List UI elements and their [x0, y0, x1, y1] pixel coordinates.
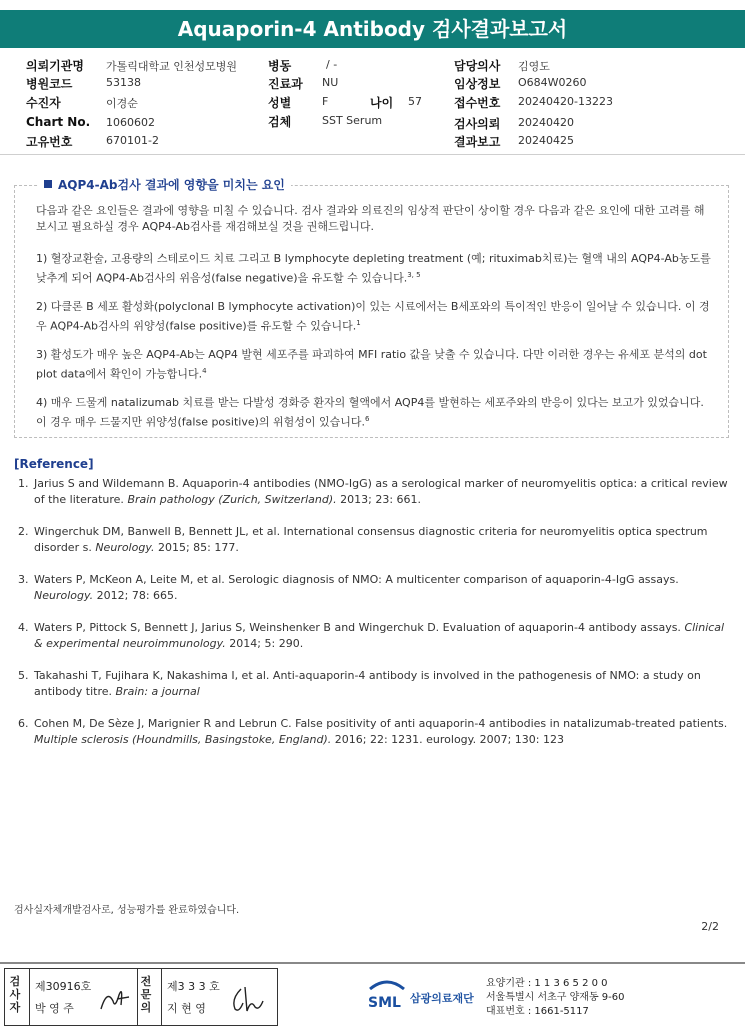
specimen-label: 검체: [268, 115, 292, 129]
report-title: Aquaporin-4 Antibody 검사결과보고서: [0, 10, 745, 48]
factor-item-3-ref: 4: [202, 367, 207, 375]
age-value: 57: [408, 95, 422, 108]
reference-item: [18, 572, 730, 604]
reference-text: [18, 476, 730, 508]
dept-value: NU: [322, 76, 339, 89]
reference-number: 6.: [18, 717, 29, 730]
reference-citation: 2016; 22: 1231. eurology. 2007; 130: 123: [334, 733, 564, 746]
factors-heading-text: AQP4-Ab검사 결과에 영향을 미치는 요인: [58, 178, 285, 192]
examiner-label-text: 검사자: [9, 975, 21, 1014]
request-label: 검사의뢰: [454, 117, 501, 131]
lab-name: 삼광의료재단: [410, 992, 474, 1005]
lab-info: [486, 977, 625, 1019]
reference-journal: Brain pathology (Zurich, Switzerland).: [127, 493, 337, 506]
reference-authors-title: Wingerchuk DM, Banwell B, Bennett JL, et al. International consensus diagnostic criteria for neuromyelitis optica spectrum disorder s.: [34, 525, 708, 554]
reference-citation: 2013; 23: 661.: [340, 493, 422, 506]
specialist-number: 제3 3 3 호: [167, 980, 220, 993]
reference-authors-title: Waters P, McKeon A, Leite M, et al. Serologic diagnosis of NMO: A multicenter comparison of aquaporin-4-IgG assays.: [34, 573, 679, 586]
reference-journal: Multiple sclerosis (Houndmills, Basingstoke, England).: [34, 733, 332, 746]
reference-item: [18, 476, 730, 508]
factor-item-4-text: 4) 매우 드물게 natalizumab 치료를 받는 다발성 경화증 환자의 혈액에서 AQP4를 발현하는 세포주와의 반응이 있다는 보고가 있었습니다. 이 경우 매우 드물지만 위양성(false positive)의 위험성이 있습니다.: [36, 396, 704, 429]
reference-authors-title: Jarius S and Wildemann B. Aquaporin-4 antibodies (NMO-IgG) as a serological marker of neuromyelitis optica: a critical review of the literature.: [34, 477, 728, 506]
lab-logo: [366, 975, 474, 1015]
lab-phone: 대표번호 : 1661-5117: [486, 1006, 589, 1017]
reference-text: [18, 620, 730, 652]
square-bullet-icon: [44, 180, 52, 188]
factor-item-1-ref: 3, 5: [407, 271, 421, 279]
unique-label: 고유번호: [26, 135, 73, 149]
accession-label: 접수번호: [454, 96, 501, 110]
specimen-value: SST Serum: [322, 114, 383, 127]
examiner-number: 제30916호: [35, 980, 92, 993]
factor-item-2: [36, 299, 716, 335]
divider: [0, 154, 745, 155]
reference-number: 4.: [18, 621, 29, 634]
clinical-label: 임상정보: [454, 77, 501, 91]
reference-citation: 2014; 5: 290.: [229, 637, 304, 650]
reference-heading: [Reference]: [14, 457, 94, 471]
factor-item-1: [36, 251, 716, 287]
request-value: 20240420: [518, 116, 574, 129]
specialist-label-text: 전문의: [140, 975, 152, 1014]
accession-value: 20240420-13223: [518, 95, 613, 108]
reference-number: 3.: [18, 573, 29, 586]
recipient-value: 이경순: [106, 97, 138, 110]
hospital-value: 가톨릭대학교 인천성모병원: [106, 60, 238, 73]
reference-number: 2.: [18, 525, 29, 538]
doctor-label: 담당의사: [454, 59, 501, 73]
reference-journal: Clinical & experimental neuroimmunology.: [34, 621, 725, 650]
unique-value: 670101-2: [106, 134, 159, 147]
code-value: 53138: [106, 76, 141, 89]
reference-authors-title: Takahashi T, Fujihara K, Nakashima I, et al. Anti-aquaporin-4 antibody is involved in the pathogenesis of NMO: a study on antibody titre.: [34, 669, 701, 698]
reference-text: [18, 668, 730, 700]
recipient-label: 수진자: [26, 96, 61, 110]
lab-address: 서울특별시 서초구 양재동 9-60: [486, 992, 625, 1003]
report-label: 결과보고: [454, 135, 501, 149]
reference-citation: 2012; 78: 665.: [96, 589, 178, 602]
reference-item: [18, 620, 730, 652]
code-label: 병원코드: [26, 77, 73, 91]
reference-journal: Neurology.: [95, 541, 155, 554]
doctor-value: 김영도: [518, 60, 550, 73]
page-number: 2/2: [701, 920, 719, 933]
chart-label: Chart No.: [26, 115, 91, 129]
reference-authors-title: Waters P, Pittock S, Bennett J, Jarius S, Weinshenker B and Wingerchuk D. Evaluation of aquaporin-4 antibody assays.: [34, 621, 681, 634]
sex-value: F: [322, 95, 329, 108]
reference-text: [18, 716, 730, 748]
reference-number: 1.: [18, 477, 29, 490]
sml-logo-icon: [366, 975, 408, 1011]
reference-journal: Brain: a journal: [115, 685, 200, 698]
factor-item-1-text: 1) 혈장교환술, 고용량의 스테로이드 치료 그리고 B lymphocyte depleting treatment (예; rituximab치료)는 혈액 내의 AQP4-Ab농도를 낮추게 되어 AQP4-Ab검사의 위음성(false negative)을 유도할 수 있습니다.: [36, 252, 711, 285]
factors-intro: 다음과 같은 요인들은 결과에 영향을 미칠 수 있습니다. 검사 결과와 의료진의 임상적 판단이 상이할 경우 다음과 같은 요인에 대한 고려를 해 보시고 필요하실 경우 AQP4-Ab검사를 재검해보실 것을 권해드립니다.: [36, 204, 705, 233]
reference-item: [18, 668, 730, 700]
reference-item: [18, 716, 730, 748]
reference-number: 5.: [18, 669, 29, 682]
specialist-label: [140, 975, 158, 1014]
specialist-name: 지 현 영: [167, 1002, 206, 1015]
sex-label: 성별: [268, 96, 292, 110]
specialist-signature: [227, 981, 267, 1015]
examiner-name: 박 영 주: [35, 1002, 74, 1015]
factor-item-2-text: 2) 다클론 B 세포 활성화(polyclonal B lymphocyte activation)이 있는 시료에서는 B세포와의 특이적인 반응이 일어날 수 있습니다. 이 경우 AQP4-Ab검사의 위양성(false positive)를 유도할 수 있습니다.: [36, 300, 710, 333]
factors-heading: [38, 176, 291, 193]
report-value: 20240425: [518, 134, 574, 147]
ward-label: 병동: [268, 59, 292, 73]
lab-code: 요양기관 : 1 1 3 6 5 2 0 0: [486, 978, 608, 989]
reference-authors-title: Cohen M, De Sèze J, Marignier R and Lebrun C. False positivity of anti aquaporin-4 antibodies in natalizumab-treated patients.: [34, 717, 728, 730]
validation-note: 검사실자체개발검사로, 성능평가를 완료하였습니다.: [14, 905, 240, 916]
factor-item-2-ref: 1: [356, 319, 361, 327]
reference-text: [18, 572, 730, 604]
reference-journal: Neurology.: [34, 589, 94, 602]
footer-divider: [0, 962, 745, 964]
age-label: 나이: [370, 96, 394, 110]
clinical-value: O684W0260: [518, 76, 587, 89]
ward-value: / -: [326, 58, 338, 71]
logo-letters: SML: [368, 995, 401, 1011]
reference-item: [18, 524, 730, 556]
factor-item-3: [36, 347, 716, 383]
chart-value: 1060602: [106, 116, 155, 129]
examiner-label: [9, 975, 27, 1014]
reference-text: [18, 524, 730, 556]
factor-item-4-ref: 6: [365, 415, 370, 423]
examiner-signature: [97, 981, 133, 1015]
reference-citation: 2015; 85: 177.: [157, 541, 239, 554]
hospital-label: 의뢰기관명: [26, 59, 84, 73]
factor-item-4: [36, 395, 716, 431]
signature-box: [4, 968, 278, 1026]
dept-label: 진료과: [268, 77, 303, 91]
factor-item-3-text: 3) 활성도가 매우 높은 AQP4-Ab는 AQP4 발현 세포주를 파괴하여 MFI ratio 값을 낮출 수 있습니다. 다만 이러한 경우는 유세포 분석의 dot plot data에서 확인이 가능합니다.: [36, 348, 707, 381]
